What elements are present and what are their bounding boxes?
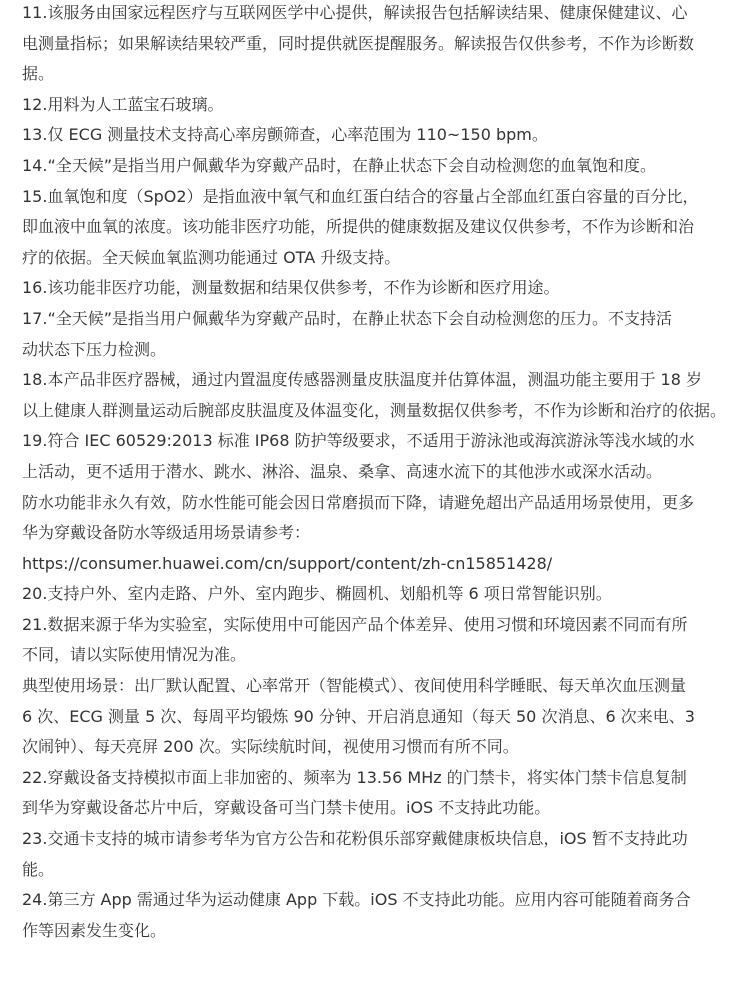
text-line: 次闹钟）、每天亮屏 200 次。实际续航时间，视使用习惯而有所不同。 xyxy=(22,737,519,757)
text-line: 23.交通卡支持的城市请参考华为官方公告和花粉俱乐部穿戴健康板块信息，iOS 暂不支持此功 xyxy=(22,829,688,849)
text-line: 据。 xyxy=(22,64,55,84)
text-line: 疗的依据。全天候血氧监测功能通过 OTA 升级支持。 xyxy=(22,247,401,267)
text-line: 18.本产品非医疗器械，通过内置温度传感器测量皮肤温度并估算体温，测温功能主要用于 18 岁 xyxy=(22,370,702,390)
text-line: 11.该服务由国家远程医疗与互联网医学中心提供，解读报告包括解读结果、健康保健建议、心 xyxy=(22,3,688,22)
text-line: 华为穿戴设备防水等级适用场景请参考： xyxy=(22,523,311,543)
text-line: 17.“全天候”是指当用户佩戴华为穿戴产品时，在静止状态下会自动检测您的压力。不支持活 xyxy=(22,308,673,328)
support-url: https://consumer.huawei.com/cn/support/content/zh-cn15851428/ xyxy=(22,553,553,573)
text-line: 即血液中血氧的浓度。该功能非医疗功能，所提供的健康数据及建议仅供参考，不作为诊断和治 xyxy=(22,217,695,237)
text-line: 20.支持户外、室内走路、户外、室内跑步、椭圆机、划船机等 6 项日常智能识别。 xyxy=(22,584,612,604)
footnotes-text xyxy=(22,0,728,946)
text-line: 动状态下压力检测。 xyxy=(22,339,167,359)
text-line: 6 次、ECG 测量 5 次、每周平均锻炼 90 分钟、开启消息通知（每天 50 次消息、6 次来电、3 xyxy=(22,706,695,726)
text-line: 13.仅 ECG 测量技术支持高心率房颤筛查，心率范围为 110~150 bpm。 xyxy=(22,125,548,145)
text-line: 14.“全天候”是指当用户佩戴华为穿戴产品时，在静止状态下会自动检测您的血氧饱和度。 xyxy=(22,155,657,175)
text-line: 21.数据来源于华为实验室，实际使用中可能因产品个体差异、使用习惯和环境因素不同而有所 xyxy=(22,614,688,634)
text-line: 19.符合 IEC 60529:2013 标准 IP68 防护等级要求，不适用于游泳池或海滨游泳等浅水域的水 xyxy=(22,431,695,451)
text-line: 典型使用场景：出厂默认配置、心率常开（智能模式）、夜间使用科学睡眠、每天单次血压测量 xyxy=(22,676,687,696)
text-line: 24.第三方 App 需通过华为运动健康 App 下载。iOS 不支持此功能。应用内容可能随着商务合 xyxy=(22,890,691,910)
text-line: 15.血氧饱和度（SpO2）是指血液中氧气和血红蛋白结合的容量占全部血红蛋白容量的百分比， xyxy=(22,186,699,206)
text-line: 以上健康人群测量运动后腕部皮肤温度及体温变化，测量数据仅供参考，不作为诊断和治疗的依据。 xyxy=(22,400,727,420)
text-line: 12.用料为人工蓝宝石玻璃。 xyxy=(22,94,224,114)
text-line: 到华为穿戴设备芯片中后，穿戴设备可当门禁卡使用。iOS 不支持此功能。 xyxy=(22,798,551,818)
text-line: 电测量指标；如果解读结果较严重，同时提供就医提醒服务。解读报告仅供参考，不作为诊断数 xyxy=(22,33,695,53)
text-line: 作等因素发生变化。 xyxy=(22,920,167,940)
text-line: 上活动，更不适用于潜水、跳水、淋浴、温泉、桑拿、高速水流下的其他涉水或深水活动。 xyxy=(22,461,663,481)
text-line: 22.穿戴设备支持模拟市面上非加密的、频率为 13.56 MHz 的门禁卡，将实体门禁卡信息复制 xyxy=(22,767,687,787)
text-line: 不同，请以实际使用情况为准。 xyxy=(22,645,247,665)
text-line: 16.该功能非医疗功能，测量数据和结果仅供参考，不作为诊断和医疗用途。 xyxy=(22,278,560,298)
text-line: 防水功能非永久有效，防水性能可能会因日常磨损而下降，请避免超出产品适用场景使用，更多 xyxy=(22,492,695,512)
text-line: 能。 xyxy=(22,859,55,879)
